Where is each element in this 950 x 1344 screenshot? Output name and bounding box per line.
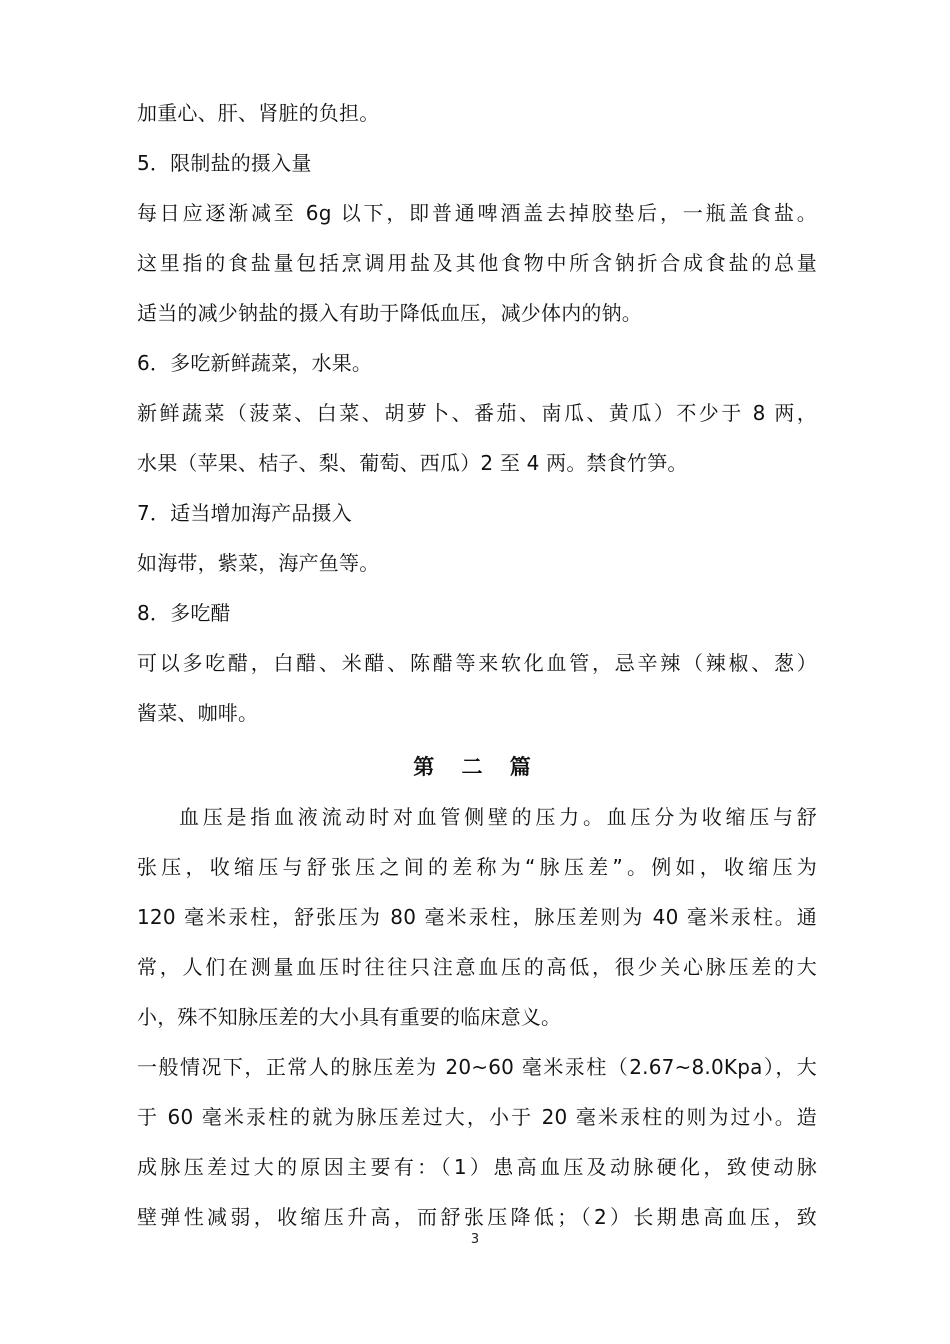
text-line: 水果（苹果、桔子、梨、葡萄、西瓜）2 至 4 两。禁食竹笋。 <box>137 451 688 475</box>
paragraph-line: 张压，收缩压与舒张压之间的差称为“脉压差”。例如，收缩压为 <box>137 855 817 879</box>
page-content <box>137 88 817 1242</box>
text-line: 酱菜、咖啡。 <box>137 701 259 725</box>
page-number: 3 <box>470 1232 480 1247</box>
text-line: 加重心、肝、肾脏的负担。 <box>137 101 380 125</box>
list-heading-vinegar: 8．多吃醋 <box>137 601 231 625</box>
paragraph-line: 血压是指血液流动时对血管侧壁的压力。血压分为收缩压与舒 <box>179 805 817 829</box>
paragraph-line: 一般情况下，正常人的脉压差为 20~60 毫米汞柱（2.67~8.0Kpa），大 <box>137 1055 817 1079</box>
text-line: 这里指的食盐量包括烹调用盐及其他食物中所含钠折合成食盐的总量 <box>137 251 817 275</box>
text-line: 新鲜蔬菜（菠菜、白菜、胡萝卜、番茄、南瓜、黄瓜）不少于 8 两， <box>137 401 817 425</box>
paragraph-line: 于 60 毫米汞柱的就为脉压差过大，小于 20 毫米汞柱的则为过小。造 <box>137 1105 817 1129</box>
list-heading-vegetables: 6．多吃新鲜蔬菜，水果。 <box>137 351 373 375</box>
paragraph-line: 成脉压差过大的原因主要有：（1）患高血压及动脉硬化，致使动脉 <box>137 1155 817 1179</box>
list-heading-salt: 5．限制盐的摄入量 <box>137 151 312 175</box>
text-line: 每日应逐渐减至 6g 以下，即普通啤酒盖去掉胶垫后，一瓶盖食盐。 <box>137 201 817 225</box>
text-line: 如海带，紫菜，海产鱼等。 <box>137 551 380 575</box>
list-heading-seafood: 7．适当增加海产品摄入 <box>137 501 352 525</box>
paragraph-line: 常，人们在测量血压时往往只注意血压的高低，很少关心脉压差的大 <box>137 955 817 979</box>
text-line: 适当的减少钠盐的摄入有助于降低血压，减少体内的钠。 <box>137 301 642 325</box>
paragraph-line: 120 毫米汞柱，舒张压为 80 毫米汞柱，脉压差则为 40 毫米汞柱。通 <box>137 905 817 929</box>
paragraph-line: 壁弹性减弱，收缩压升高，而舒张压降低；（2）长期患高血压，致 <box>137 1205 817 1229</box>
section-title: 第 二 篇 <box>413 755 541 779</box>
paragraph-line: 小，殊不知脉压差的大小具有重要的临床意义。 <box>137 1005 562 1029</box>
text-line: 可以多吃醋，白醋、米醋、陈醋等来软化血管，忌辛辣（辣椒、葱） <box>137 651 817 675</box>
